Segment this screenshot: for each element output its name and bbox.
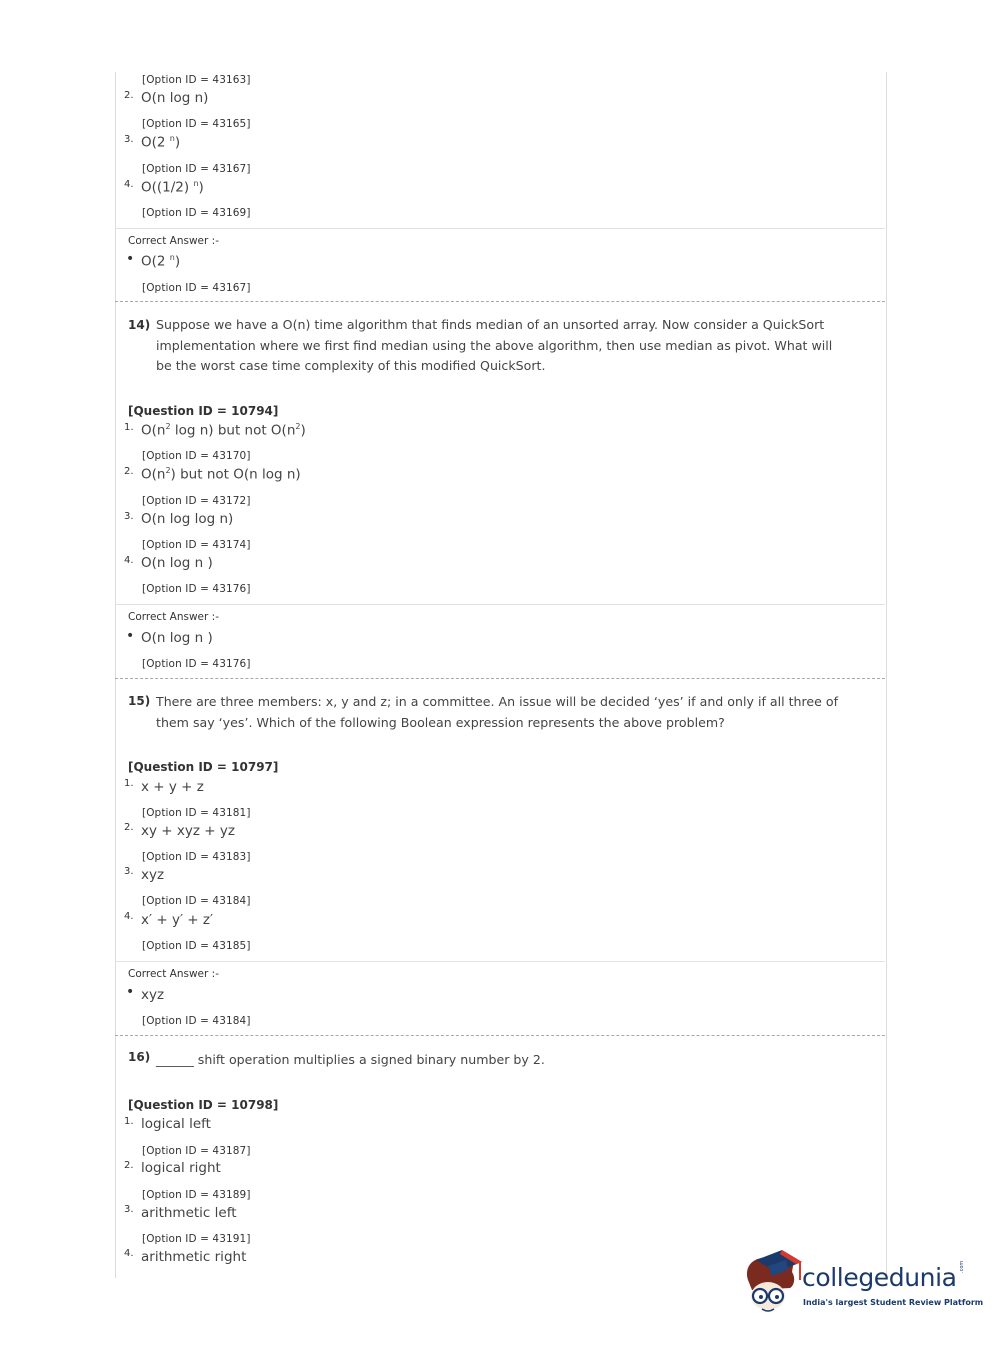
option-number: 4.: [124, 179, 134, 190]
option-id: [Option ID = 43170]: [142, 450, 251, 462]
option-text: O((1/2) $^n$): [141, 179, 204, 196]
option-number: 3.: [124, 134, 134, 145]
bullet-icon: •: [126, 251, 135, 267]
brand-wordmark: collegedunia: [802, 1263, 957, 1292]
option-text: $O(n^2$ log n) but not $O(n^2)$: [141, 422, 306, 439]
option-id: [Option ID = 43165]: [142, 118, 251, 130]
section-divider: [115, 961, 885, 962]
question-id: [Question ID = 10798]: [128, 1098, 279, 1112]
option-number: 1.: [124, 422, 134, 433]
section-divider: [115, 228, 885, 229]
question-divider: [115, 301, 885, 302]
option-number: 2.: [124, 822, 134, 833]
option-id: [Option ID = 43189]: [142, 1189, 251, 1201]
correct-answer-label: Correct Answer :-: [128, 235, 219, 247]
question-text: ______ shift operation multiplies a signed binary number by 2.: [156, 1052, 545, 1067]
option-number: 2.: [124, 466, 134, 477]
question-number: 14): [128, 318, 151, 332]
correct-answer-text: xyz: [141, 987, 165, 1003]
option-text: logical right: [141, 1160, 221, 1176]
question-id: [Question ID = 10794]: [128, 404, 279, 418]
option-text: arithmetic right: [141, 1249, 247, 1265]
option-id: [Option ID = 43176]: [142, 583, 251, 595]
bullet-icon: •: [126, 628, 135, 644]
question-text: There are three members: x, y and z; in a committee. An issue will be decided ‘yes’ if and only if all three of them say ‘yes’. Which of the following Boolean expression represents the above problem?: [156, 694, 839, 730]
fill-in-blank: ______: [156, 1052, 194, 1067]
option-id: [Option ID = 43183]: [142, 851, 251, 863]
option-number: 3.: [124, 511, 134, 522]
option-text: O(n log n ): [141, 555, 213, 571]
option-text: arithmetic left: [141, 1205, 237, 1221]
option-id: [Option ID = 43167]: [142, 282, 251, 294]
option-number: 4.: [124, 1248, 134, 1259]
option-text: O(2 $^n$): [141, 134, 181, 151]
option-number: 1.: [124, 778, 134, 789]
option-id: [Option ID = 43184]: [142, 895, 251, 907]
option-id: [Option ID = 43187]: [142, 1145, 251, 1157]
option-id: [Option ID = 43172]: [142, 495, 251, 507]
brand-suffix: .com: [959, 1260, 965, 1273]
option-id: [Option ID = 43174]: [142, 539, 251, 551]
option-number: 4.: [124, 555, 134, 566]
option-id: [Option ID = 43167]: [142, 163, 251, 175]
question-text: Suppose we have a O(n) time algorithm that finds median of an unsorted array. Now consider a QuickSort implementation where we first find median using the above algorithm, then use median as pivot. What will be the worst case time complexity of this modified QuickSort.: [156, 317, 833, 373]
brand-tagline: India's largest Student Review Platform: [803, 1298, 984, 1307]
option-number: 4.: [124, 911, 134, 922]
correct-answer-label: Correct Answer :-: [128, 968, 219, 980]
question-divider: [115, 1035, 885, 1036]
question-id: [Question ID = 10797]: [128, 760, 279, 774]
correct-answer-text: O(n log n ): [141, 630, 213, 646]
option-text: xyz: [141, 867, 165, 883]
option-text: O(n log n): [141, 90, 209, 106]
option-number: 2.: [124, 90, 134, 101]
bullet-icon: •: [126, 984, 135, 1000]
option-id: [Option ID = 43191]: [142, 1233, 251, 1245]
option-number: 1.: [124, 1116, 134, 1127]
option-id: [Option ID = 43181]: [142, 807, 251, 819]
correct-answer-text: O(2 $^n$): [141, 253, 181, 270]
option-number: 3.: [124, 1204, 134, 1215]
option-text: $O(n^2)$ but not O(n log n): [141, 466, 301, 483]
question-number: 15): [128, 694, 151, 708]
option-text: x + y + z: [141, 779, 204, 795]
option-id: [Option ID = 43185]: [142, 940, 251, 952]
option-text: logical left: [141, 1116, 211, 1132]
option-id: [Option ID = 43169]: [142, 207, 251, 219]
option-number: 3.: [124, 866, 134, 877]
option-id: [Option ID = 43176]: [142, 658, 251, 670]
section-divider: [115, 604, 885, 605]
option-text: xy + xyz + yz: [141, 823, 235, 839]
option-id: [Option ID = 43163]: [142, 74, 251, 86]
correct-answer-label: Correct Answer :-: [128, 611, 219, 623]
mascot-logo-icon: [742, 1250, 804, 1316]
option-number: 2.: [124, 1160, 134, 1171]
option-text: x′ + y′ + z′: [141, 912, 214, 928]
question-divider: [115, 678, 885, 679]
question-number: 16): [128, 1050, 151, 1064]
option-text: O(n log log n): [141, 511, 234, 527]
option-id: [Option ID = 43184]: [142, 1015, 251, 1027]
